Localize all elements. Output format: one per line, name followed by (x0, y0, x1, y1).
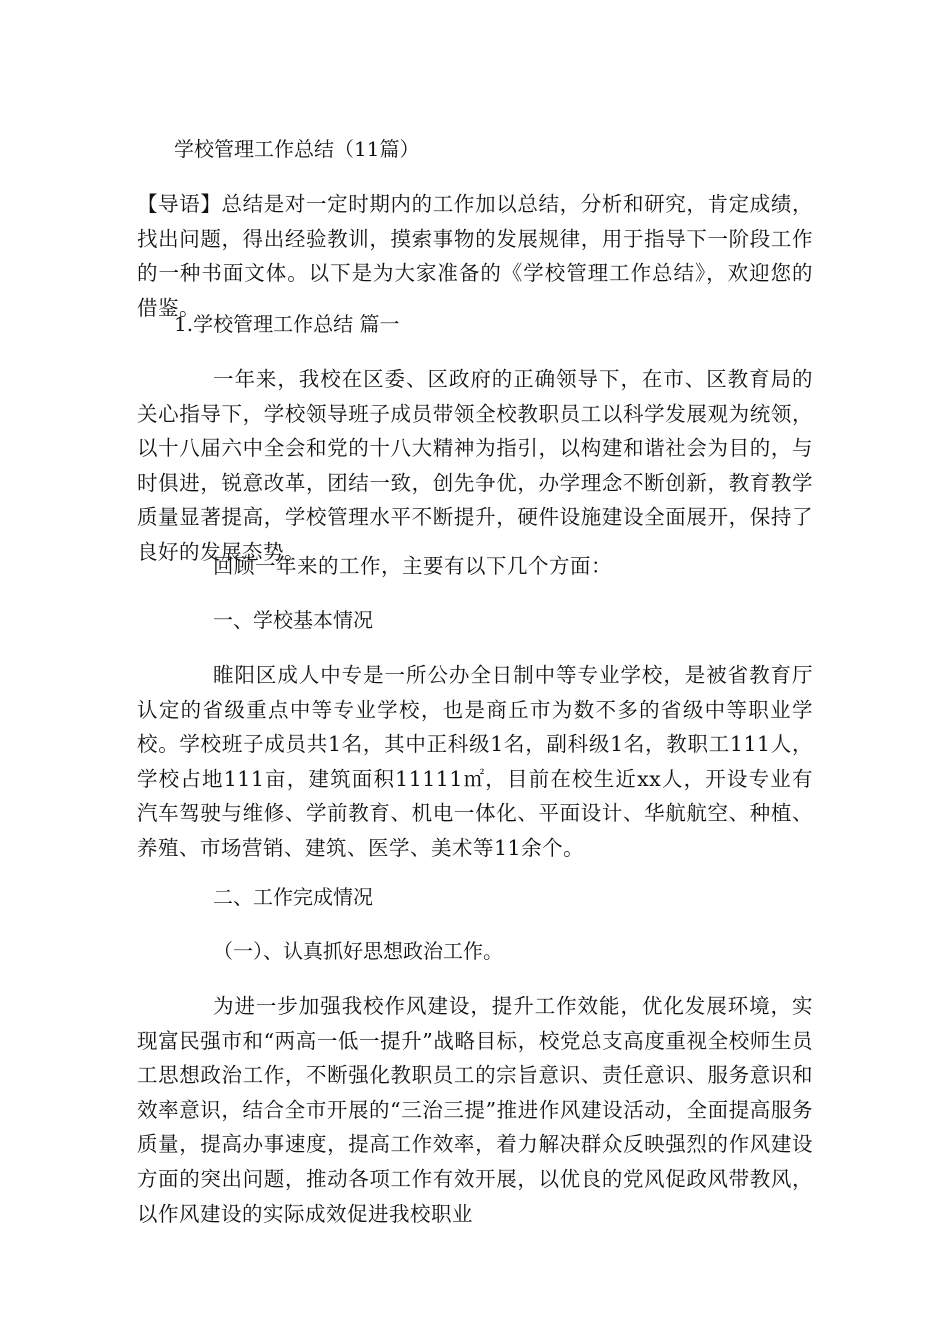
paragraph-2: 回顾一年来的工作，主要有以下几个方面： (213, 554, 612, 578)
heading-work-completion: 二、工作完成情况 (213, 885, 373, 909)
paragraph-4: 为进一步加强我校作风建设，提升工作效能，优化发展环境，实现富民强市和“两高一低一提升”战略目标，校党总支高度重视全校师生员工思想政治工作，不断强化教职员工的宗旨意识、责任意识、服务意识和效率意识，结合全市开展的“三治三提”推进作风建设活动，全面提高服务质量，提高办事速度，提高工作效率，着力解决群众反映强烈的作风建设方面的突出问题，推动各项工作有效开展，以优良的党风促政风带教风，以作风建设的实际成效促进我校职业 (137, 994, 813, 1226)
subheading-political-work: （一）、认真抓好思想政治工作。 (213, 939, 503, 963)
intro-paragraph: 【导语】总结是对一定时期内的工作加以总结，分析和研究，肯定成绩，找出问题，得出经验教训，摸索事物的发展规律，用于指导下一阶段工作的一种书面文体。以下是为大家准备的《学校管理工作总结》，欢迎您的借鉴。 (137, 192, 813, 320)
section-1-heading: 1.学校管理工作总结 篇一 (174, 312, 400, 336)
document-title: 学校管理工作总结（11篇） (174, 137, 420, 161)
paragraph-1: 一年来，我校在区委、区政府的正确领导下，在市、区教育局的关心指导下，学校领导班子成员带领全校教职员工以科学发展观为统领，以十八届六中全会和党的十八大精神为指引，以构建和谐社会为目的，与时俱进，锐意改革，团结一致，创先争优，办学理念不断创新，教育教学质量显著提高，学校管理水平不断提升，硬件设施建设全面展开，保持了良好的发展态势。 (137, 367, 813, 564)
paragraph-3: 睢阳区成人中专是一所公办全日制中等专业学校，是被省教育厅认定的省级重点中等专业学校，也是商丘市为数不多的省级中等职业学校。学校班子成员共1名，其中正科级1名，副科级1名，教职工111人，学校占地111亩，建筑面积11111㎡，目前在校生近xx人，开设专业有汽车驾驶与维修、学前教育、机电一体化、平面设计、华航航空、种植、养殖、市场营销、建筑、医学、美术等11余个。 (137, 663, 813, 860)
heading-basic-situation: 一、学校基本情况 (213, 608, 373, 632)
